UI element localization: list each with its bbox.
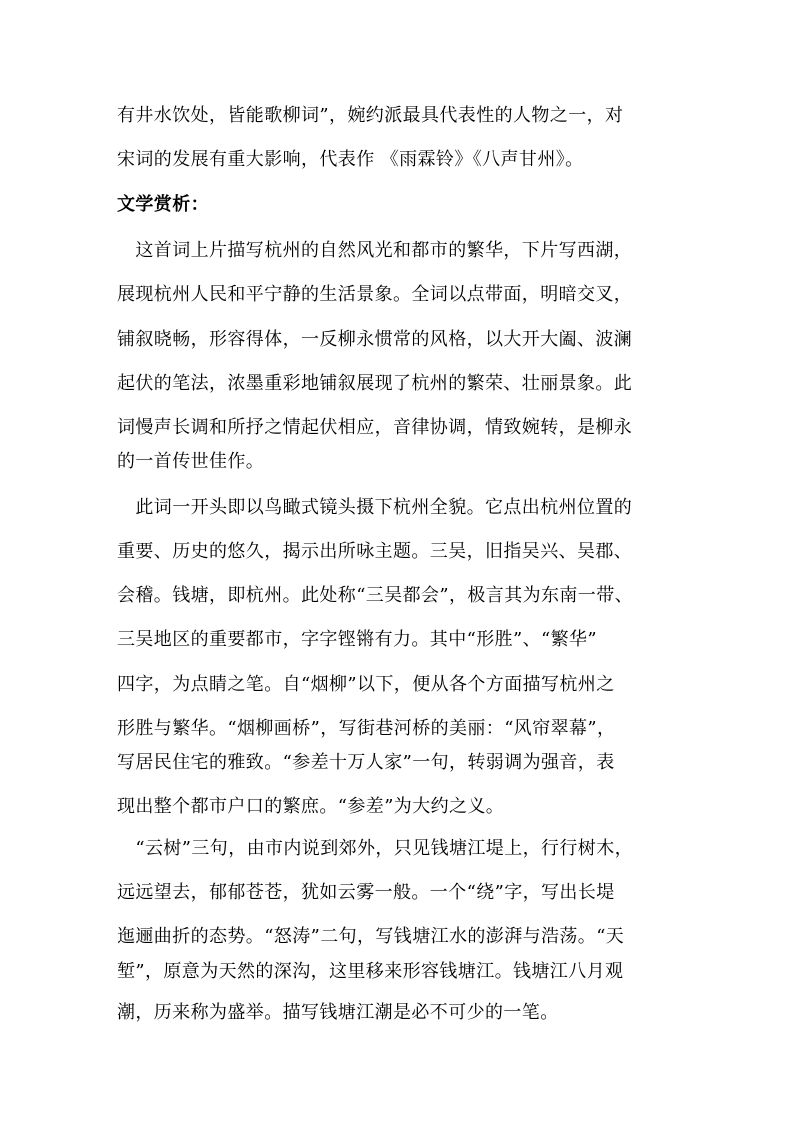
paragraph-line: 堑”，原意为天然的深沟，这里移来形容钱塘江。钱塘江八月观 xyxy=(117,961,624,982)
paragraph-line: 词慢声长调和所抒之情起伏相应，音律协调，情致婉转，是柳永 xyxy=(117,417,633,438)
paragraph-line: 三吴地区的重要都市，字字铿锵有力。其中“形胜”、“繁华” xyxy=(117,629,598,650)
intro-line: 宋词的发展有重大影响，代表作 《雨霖铃》《八声甘州》。 xyxy=(117,149,584,170)
paragraph-line: 起伏的笔法，浓墨重彩地铺叙展现了杭州的繁荣、壮丽景象。此 xyxy=(117,373,633,394)
paragraph-line: 这首词上片描写杭州的自然风光和都市的繁华，下片写西湖， xyxy=(117,240,633,261)
paragraph-line: 迤逦曲折的态势。“怒涛”二句，写钱塘江水的澎湃与浩荡。“天 xyxy=(117,926,625,947)
paragraph-line: 写居民住宅的雅致。“参差十万人家”一句，转弱调为强音，表 xyxy=(117,752,615,773)
paragraph-line: 会稽。钱塘，即杭州。此处称“三吴都会”，极言其为东南一带、 xyxy=(117,585,634,606)
paragraph-line: 展现杭州人民和平宁静的生活景象。全词以点带面，明暗交叉， xyxy=(117,284,633,305)
paragraph-line: 现出整个都市户口的繁庶。“参差”为大约之义。 xyxy=(117,796,505,817)
paragraph-line: 远远望去，郁郁苍苍，犹如云雾一般。一个“绕”字，写出长堤 xyxy=(117,882,615,903)
paragraph-line: 形胜与繁华。“烟柳画桥”，写街巷河桥的美丽：“风帘翠幕”， xyxy=(117,718,616,739)
paragraph-line: 重要、历史的悠久，揭示出所咏主题。三吴，旧指吴兴、吴郡、 xyxy=(117,541,633,562)
paragraph-line: “云树”三句，由市内说到郊外，只见钱塘江堤上，行行树木， xyxy=(117,838,634,859)
paragraph-line: 铺叙晓畅，形容得体，一反柳永惯常的风格，以大开大阖、波澜 xyxy=(117,329,633,350)
section-heading: 文学赏析： xyxy=(117,194,209,215)
paragraph-line: 四字，为点睛之笔。自“烟柳”以下，便从各个方面描写杭州之 xyxy=(117,674,615,695)
paragraph-line: 的一首传世佳作。 xyxy=(117,451,265,472)
intro-line: 有井水饮处，皆能歌柳词”，婉约派最具代表性的人物之一，对 xyxy=(117,105,624,126)
paragraph-line: 潮，历来称为盛举。描写钱塘江潮是必不可少的一笔。 xyxy=(117,1002,559,1023)
paragraph-line: 此词一开头即以鸟瞰式镜头摄下杭州全貌。它点出杭州位置的 xyxy=(117,497,633,518)
